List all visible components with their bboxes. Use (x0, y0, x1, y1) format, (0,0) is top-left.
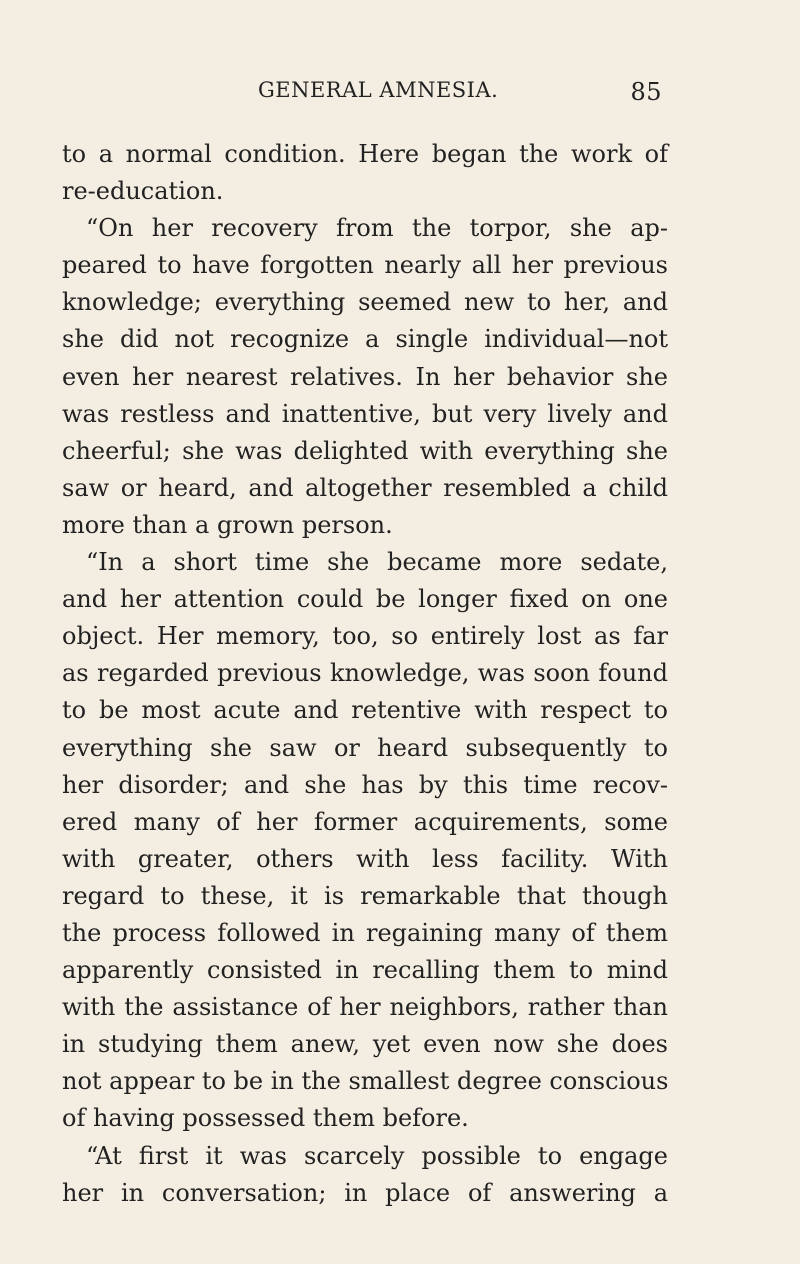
page-number: 85 (630, 78, 662, 106)
text-line: more than a grown person. (62, 510, 393, 539)
text-line: in studying them anew, yet even now she does (62, 1030, 668, 1059)
text-line: not appear to be in the smallest degree conscious (62, 1067, 669, 1096)
running-title: GENERAL AMNESIA. (258, 78, 499, 102)
text-line: her in conversation; in place of answering a (62, 1178, 668, 1207)
body-text (62, 136, 668, 1212)
text-line: “In a short time she became more sedate, (86, 548, 668, 577)
text-line: the process followed in regaining many of them (62, 918, 668, 947)
text-line: she did not recognize a single individual—not (62, 325, 668, 354)
text-line: of having possessed them before. (62, 1104, 469, 1133)
text-line: to be most acute and retentive with respect to (62, 696, 668, 725)
text-line: “At first it was scarcely possible to engage (86, 1141, 668, 1170)
text-line: even her nearest relatives. In her behavior she (62, 362, 668, 391)
text-line: was restless and inattentive, but very lively and (62, 399, 668, 428)
text-line: peared to have forgotten nearly all her previous (62, 251, 668, 280)
text-line: ered many of her former acquirements, some (62, 807, 668, 836)
text-line: with greater, others with less facility. With (62, 844, 668, 873)
text-line: knowledge; everything seemed new to her, and (62, 288, 668, 317)
text-line: cheerful; she was delighted with everything she (62, 436, 668, 465)
text-line: re-education. (62, 177, 224, 206)
text-line: as regarded previous knowledge, was soon found (62, 659, 668, 688)
text-line: apparently consisted in recalling them to mind (62, 956, 668, 985)
text-line: to a normal condition. Here began the work of (62, 140, 668, 168)
text-line: object. Her memory, too, so entirely lost as far (62, 622, 668, 651)
text-line: her disorder; and she has by this time recov- (62, 770, 668, 799)
running-head (258, 78, 662, 110)
text-line: “On her recovery from the torpor, she ap- (86, 214, 668, 243)
text-line: with the assistance of her neighbors, rather than (62, 993, 668, 1022)
text-line: regard to these, it is remarkable that though (62, 881, 668, 910)
text-line: everything she saw or heard subsequently to (62, 733, 668, 762)
text-line: saw or heard, and altogether resembled a child (62, 473, 668, 502)
text-line: and her attention could be longer fixed on one (62, 585, 668, 614)
